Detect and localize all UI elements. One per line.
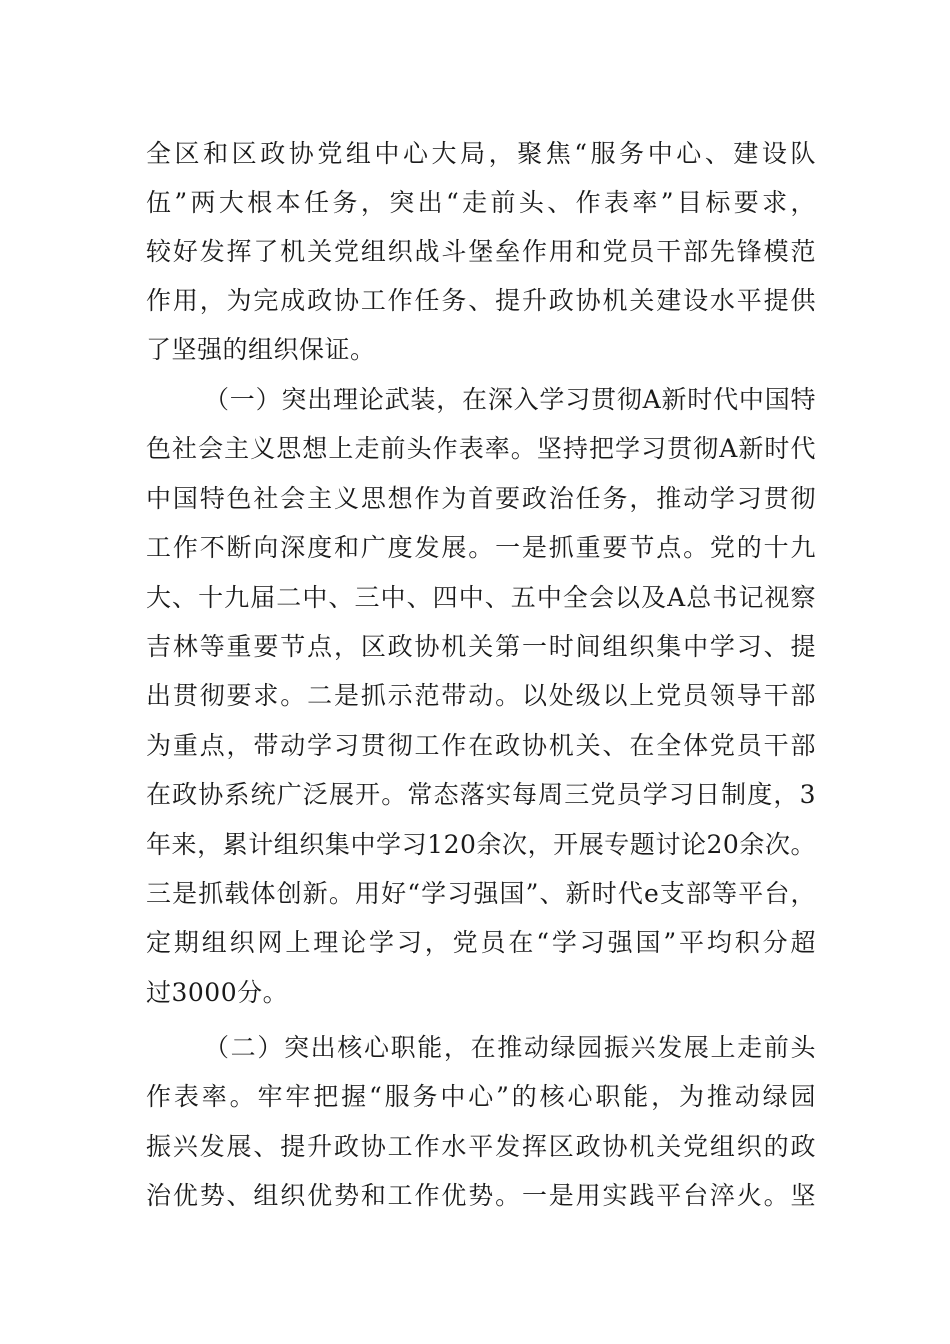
text-line: 中国特色社会主义思想作为首要政治任务，推动学习贯彻: [146, 484, 816, 513]
text-line: 色社会主义思想上走前头作表率。坚持把学习贯彻A新时代: [146, 434, 816, 463]
text-line: 过3000分。: [146, 978, 289, 1007]
text-line: 治优势、组织优势和工作优势。一是用实践平台淬火。坚: [146, 1181, 816, 1210]
text-line: 了坚强的组织保证。: [146, 335, 376, 364]
text-line: 吉林等重要节点，区政协机关第一时间组织集中学习、提: [146, 632, 816, 661]
text-line: 出贯彻要求。二是抓示范带动。以处级以上党员领导干部: [146, 681, 816, 710]
text-line: 为重点，带动学习贯彻工作在政协机关、在全体党员干部: [146, 731, 816, 760]
section-heading-line: （一）突出理论武装，在深入学习贯彻A新时代中国特: [204, 385, 816, 414]
section-heading-line: （二）突出核心职能，在推动绿园振兴发展上走前头: [204, 1033, 816, 1062]
text-line: 振兴发展、提升政协工作水平发挥区政协机关党组织的政: [146, 1132, 816, 1161]
text-line: 工作不断向深度和广度发展。一是抓重要节点。党的十九: [146, 533, 816, 562]
text-line: 较好发挥了机关党组织战斗堡垒作用和党员干部先锋模范: [146, 237, 816, 266]
text-line: 大、十九届二中、三中、四中、五中全会以及A总书记视察: [146, 583, 816, 612]
text-line: 伍”两大根本任务，突出“走前头、作表率”目标要求，: [146, 188, 816, 217]
text-line: 作表率。牢牢把握“服务中心”的核心职能，为推动绿园: [146, 1082, 816, 1111]
text-line: 年来，累计组织集中学习120余次，开展专题讨论20余次。: [146, 830, 816, 859]
text-line: 全区和区政协党组中心大局，聚焦“服务中心、建设队: [146, 139, 816, 168]
text-line: 定期组织网上理论学习，党员在“学习强国”平均积分超: [146, 928, 816, 957]
text-line: 作用，为完成政协工作任务、提升政协机关建设水平提供: [146, 286, 816, 315]
text-line: 三是抓载体创新。用好“学习强国”、新时代e支部等平台，: [146, 879, 816, 908]
text-line: 在政协系统广泛展开。常态落实每周三党员学习日制度，3: [146, 780, 816, 809]
